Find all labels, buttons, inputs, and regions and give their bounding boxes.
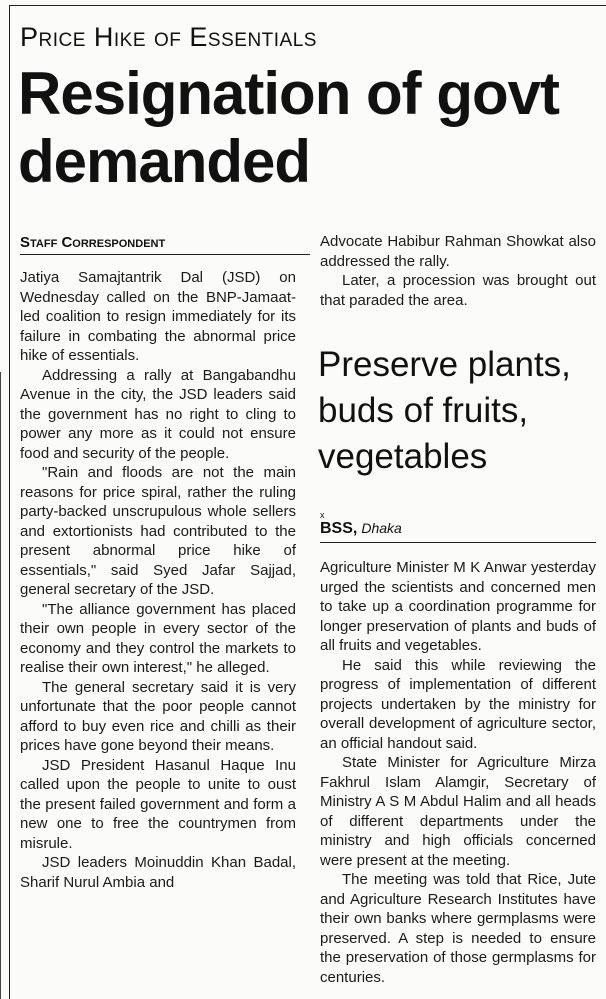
story1-paragraph: JSD leaders Moinuddin Khan Badal, Sharif Nurul Ambia and <box>20 854 296 891</box>
story2-marker: x <box>320 510 325 520</box>
story1-right-column <box>320 232 596 310</box>
story2-byline <box>320 510 596 543</box>
story2-body <box>320 558 596 999</box>
story1-paragraph: Addressing a rally at Bangabandhu Avenue in the city, the JSD leaders said the government has no right to cling to power any more as it could not ensure food and security of the people. <box>20 366 296 462</box>
story1-paragraph: Jatiya Samajtantrik Dal (JSD) on Wednesday called on the BNP-Jamaat-led coalition to resign immediately for its failure in combating the abnormal price hike of essentials. <box>20 269 296 364</box>
story1-paragraph: Advocate Habibur Rahman Showkat also addressed the rally. <box>320 233 596 270</box>
page-frame-left-rule <box>9 5 10 999</box>
story1-paragraph: "The alliance government has placed their own people in every sector of the economy and they control the markets to realise their own interest," he alleged. <box>20 600 296 676</box>
story1-paragraph: The general secretary said it is very unfortunate that the poor people cannot afford to buy even rice and chilli as their prices have gone beyond their means. <box>20 678 296 754</box>
story2-headline: Preserve plants, buds of fruits, vegetables <box>318 345 571 476</box>
story1-kicker: Price Hike of Essentials <box>20 22 317 52</box>
story1-left-column <box>20 268 296 999</box>
left-edge-mark <box>0 372 5 999</box>
story2-paragraph: The meeting was told that Rice, Jute and Agriculture Research Institutes have their own banks where germplasms were preserved. A step is needed to ensure the preservation of those germplasms for centuries. <box>320 871 596 986</box>
story2-paragraph: Agriculture Minister M K Anwar yesterday urged the scientists and concerned men to take up a coordination programme for longer preservation of plants and buds of all fruits and vegetables. <box>320 559 596 654</box>
story2-agency: BSS, <box>320 520 358 537</box>
story2-paragraph: He said this while reviewing the progress of implementation of different projects undertaken by the ministry for overall development of agriculture sector, an official handout said. <box>320 656 596 752</box>
story1-headline: Resignation of govt demanded <box>18 60 559 195</box>
story1-paragraph: Later, a procession was brought out that paraded the area. <box>320 272 596 309</box>
page-frame-top-rule <box>9 5 606 6</box>
story1-paragraph: "Rain and floods are not the main reasons for price spiral, rather the ruling party-backed unscrupulous whole sellers and extortionists had contributed to the present abnormal price hike of essentials," said Syed Jafar Sajjad, general secretary of the JSD. <box>20 464 296 598</box>
story2-place: Dhaka <box>361 520 402 536</box>
story1-paragraph: JSD President Hasanul Haque Inu called upon the people to unite to oust the present failed government and form a new one to free the countrymen from misrule. <box>20 756 296 852</box>
story1-byline: Staff Correspondent <box>20 234 310 255</box>
story2-paragraph: State Minister for Agriculture Mirza Fakhrul Islam Alamgir, Secretary of Ministry A S M Abdul Halim and all heads of different departments under the ministry and high officials concerned were present at the meeting. <box>320 754 596 869</box>
